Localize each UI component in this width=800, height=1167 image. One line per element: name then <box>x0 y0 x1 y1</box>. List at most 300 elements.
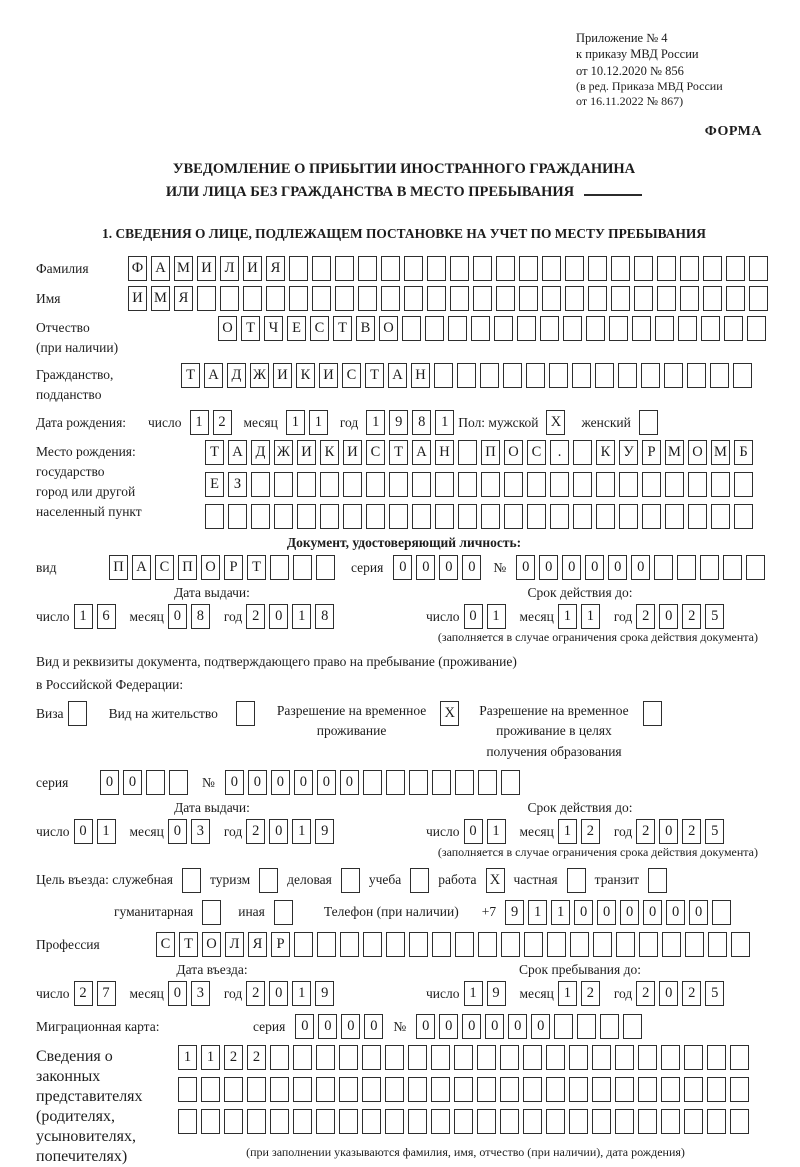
form-cell[interactable]: 2 <box>636 819 655 844</box>
form-cell[interactable] <box>711 504 730 529</box>
form-cell[interactable] <box>680 256 699 281</box>
form-cell[interactable]: Р <box>271 932 290 957</box>
form-cell[interactable] <box>431 1077 450 1102</box>
form-cell[interactable] <box>454 1077 473 1102</box>
form-cell[interactable] <box>596 472 615 497</box>
form-cell[interactable] <box>611 256 630 281</box>
form-cell[interactable] <box>523 1045 542 1070</box>
form-cell[interactable] <box>573 504 592 529</box>
form-cell[interactable] <box>385 1109 404 1134</box>
form-cell[interactable] <box>665 504 684 529</box>
form-cell[interactable] <box>596 504 615 529</box>
form-cell[interactable] <box>684 1077 703 1102</box>
form-cell[interactable] <box>473 286 492 311</box>
form-cell[interactable] <box>547 932 566 957</box>
form-cell[interactable] <box>494 316 513 341</box>
form-cell[interactable] <box>540 316 559 341</box>
form-cell[interactable] <box>146 770 165 795</box>
form-cell[interactable]: 6 <box>97 604 116 629</box>
form-cell[interactable]: И <box>297 440 316 465</box>
form-cell[interactable] <box>632 316 651 341</box>
form-cell[interactable]: О <box>201 555 220 580</box>
form-cell[interactable] <box>616 932 635 957</box>
form-cell[interactable]: 0 <box>659 981 678 1006</box>
form-cell[interactable] <box>570 932 589 957</box>
form-cell[interactable] <box>710 363 729 388</box>
form-cell[interactable]: 2 <box>682 981 701 1006</box>
form-cell[interactable]: А <box>132 555 151 580</box>
form-cell[interactable] <box>431 1109 450 1134</box>
form-cell[interactable]: 0 <box>225 770 244 795</box>
form-cell[interactable]: Н <box>435 440 454 465</box>
form-cell[interactable] <box>427 286 446 311</box>
form-cell[interactable] <box>340 932 359 957</box>
form-cell[interactable] <box>450 286 469 311</box>
form-cell[interactable] <box>707 1109 726 1134</box>
form-cell[interactable]: 0 <box>341 1014 360 1039</box>
form-cell[interactable] <box>642 472 661 497</box>
form-cell[interactable] <box>524 932 543 957</box>
form-cell[interactable]: 0 <box>508 1014 527 1039</box>
form-cell[interactable] <box>366 472 385 497</box>
form-cell[interactable] <box>412 472 431 497</box>
form-cell[interactable] <box>550 504 569 529</box>
form-cell[interactable] <box>726 286 745 311</box>
form-cell[interactable]: 0 <box>562 555 581 580</box>
form-cell[interactable]: А <box>388 363 407 388</box>
form-cell[interactable]: И <box>343 440 362 465</box>
checkbox-purpose-other[interactable] <box>274 900 293 925</box>
checkbox-visa[interactable] <box>68 701 87 726</box>
form-cell[interactable]: Т <box>365 363 384 388</box>
form-cell[interactable] <box>335 286 354 311</box>
form-cell[interactable] <box>434 363 453 388</box>
form-cell[interactable]: С <box>527 440 546 465</box>
form-cell[interactable]: 1 <box>551 900 570 925</box>
form-cell[interactable] <box>712 900 731 925</box>
form-cell[interactable] <box>554 1014 573 1039</box>
form-cell[interactable] <box>339 1109 358 1134</box>
form-cell[interactable] <box>293 555 312 580</box>
form-cell[interactable]: 1 <box>487 604 506 629</box>
form-cell[interactable] <box>385 1045 404 1070</box>
form-cell[interactable]: 1 <box>190 410 209 435</box>
form-cell[interactable] <box>339 1045 358 1070</box>
form-cell[interactable]: 1 <box>309 410 328 435</box>
form-cell[interactable]: Ж <box>274 440 293 465</box>
form-cell[interactable]: С <box>342 363 361 388</box>
form-cell[interactable]: М <box>174 256 193 281</box>
form-cell[interactable] <box>270 555 289 580</box>
form-cell[interactable] <box>711 472 730 497</box>
form-cell[interactable]: 0 <box>643 900 662 925</box>
form-cell[interactable]: 0 <box>295 1014 314 1039</box>
form-cell[interactable]: 0 <box>416 555 435 580</box>
form-cell[interactable] <box>749 286 768 311</box>
form-cell[interactable] <box>661 1077 680 1102</box>
form-cell[interactable]: О <box>379 316 398 341</box>
form-cell[interactable]: 8 <box>412 410 431 435</box>
form-cell[interactable] <box>247 1077 266 1102</box>
checkbox-purpose-study[interactable] <box>410 868 429 893</box>
form-cell[interactable] <box>517 316 536 341</box>
form-cell[interactable] <box>386 932 405 957</box>
checkbox-purpose-official[interactable] <box>182 868 201 893</box>
form-cell[interactable]: И <box>243 256 262 281</box>
form-cell[interactable] <box>665 472 684 497</box>
form-cell[interactable]: 1 <box>581 604 600 629</box>
form-cell[interactable] <box>500 1045 519 1070</box>
form-cell[interactable] <box>573 440 592 465</box>
form-cell[interactable]: 0 <box>620 900 639 925</box>
form-cell[interactable]: 2 <box>246 604 265 629</box>
form-cell[interactable]: 8 <box>191 604 210 629</box>
form-cell[interactable]: 7 <box>97 981 116 1006</box>
form-cell[interactable] <box>480 363 499 388</box>
form-cell[interactable] <box>270 1109 289 1134</box>
form-cell[interactable] <box>408 1045 427 1070</box>
form-cell[interactable] <box>500 1109 519 1134</box>
form-cell[interactable] <box>569 1077 588 1102</box>
form-cell[interactable]: 1 <box>487 819 506 844</box>
form-cell[interactable] <box>654 555 673 580</box>
form-cell[interactable]: 0 <box>516 555 535 580</box>
form-cell[interactable]: И <box>128 286 147 311</box>
form-cell[interactable]: 2 <box>246 819 265 844</box>
form-cell[interactable] <box>593 932 612 957</box>
form-cell[interactable] <box>381 286 400 311</box>
form-cell[interactable] <box>730 1045 749 1070</box>
form-cell[interactable] <box>592 1045 611 1070</box>
form-cell[interactable]: 0 <box>585 555 604 580</box>
checkbox-sex-female[interactable] <box>639 410 658 435</box>
form-cell[interactable] <box>618 363 637 388</box>
form-cell[interactable] <box>703 256 722 281</box>
checkbox-residence-permit[interactable] <box>236 701 255 726</box>
form-cell[interactable] <box>638 1045 657 1070</box>
form-cell[interactable]: 1 <box>286 410 305 435</box>
form-cell[interactable] <box>501 770 520 795</box>
form-cell[interactable]: 5 <box>705 604 724 629</box>
form-cell[interactable]: 2 <box>74 981 93 1006</box>
form-cell[interactable] <box>316 1077 335 1102</box>
form-cell[interactable]: 9 <box>389 410 408 435</box>
form-cell[interactable]: 0 <box>464 819 483 844</box>
form-cell[interactable]: Р <box>642 440 661 465</box>
form-cell[interactable]: 1 <box>558 604 577 629</box>
checkbox-rvp-edu[interactable] <box>643 701 662 726</box>
form-cell[interactable] <box>496 286 515 311</box>
form-cell[interactable] <box>504 472 523 497</box>
form-cell[interactable] <box>339 1077 358 1102</box>
checkbox-purpose-transit[interactable] <box>648 868 667 893</box>
form-cell[interactable] <box>316 1109 335 1134</box>
form-cell[interactable]: 1 <box>292 604 311 629</box>
form-cell[interactable]: 0 <box>416 1014 435 1039</box>
form-cell[interactable]: Д <box>251 440 270 465</box>
checkbox-purpose-tourism[interactable] <box>259 868 278 893</box>
form-cell[interactable]: 0 <box>168 819 187 844</box>
form-cell[interactable]: 2 <box>682 819 701 844</box>
form-cell[interactable]: С <box>155 555 174 580</box>
form-cell[interactable] <box>408 1109 427 1134</box>
form-cell[interactable]: Л <box>225 932 244 957</box>
form-cell[interactable] <box>500 1077 519 1102</box>
form-cell[interactable]: А <box>151 256 170 281</box>
form-cell[interactable] <box>448 316 467 341</box>
form-cell[interactable]: 0 <box>539 555 558 580</box>
form-cell[interactable]: П <box>481 440 500 465</box>
form-cell[interactable] <box>293 1045 312 1070</box>
form-cell[interactable] <box>657 286 676 311</box>
form-cell[interactable] <box>688 472 707 497</box>
form-cell[interactable] <box>519 286 538 311</box>
form-cell[interactable] <box>565 256 584 281</box>
form-cell[interactable] <box>733 363 752 388</box>
form-cell[interactable] <box>478 932 497 957</box>
form-cell[interactable]: 0 <box>248 770 267 795</box>
form-cell[interactable] <box>565 286 584 311</box>
form-cell[interactable]: Т <box>241 316 260 341</box>
form-cell[interactable]: А <box>204 363 223 388</box>
form-cell[interactable]: М <box>665 440 684 465</box>
form-cell[interactable] <box>655 316 674 341</box>
form-cell[interactable]: Ч <box>264 316 283 341</box>
form-cell[interactable] <box>477 1045 496 1070</box>
form-cell[interactable] <box>197 286 216 311</box>
form-cell[interactable]: 0 <box>659 604 678 629</box>
form-cell[interactable]: 1 <box>366 410 385 435</box>
form-cell[interactable]: 0 <box>168 604 187 629</box>
form-cell[interactable]: 0 <box>269 819 288 844</box>
checkbox-purpose-business[interactable] <box>341 868 360 893</box>
form-cell[interactable]: 0 <box>294 770 313 795</box>
form-cell[interactable] <box>450 256 469 281</box>
form-cell[interactable] <box>595 363 614 388</box>
form-cell[interactable] <box>609 316 628 341</box>
form-cell[interactable] <box>471 316 490 341</box>
form-cell[interactable]: Л <box>220 256 239 281</box>
form-cell[interactable] <box>749 256 768 281</box>
form-cell[interactable] <box>366 504 385 529</box>
form-cell[interactable]: И <box>197 256 216 281</box>
form-cell[interactable] <box>455 770 474 795</box>
checkbox-purpose-private[interactable] <box>567 868 586 893</box>
form-cell[interactable]: 2 <box>636 604 655 629</box>
form-cell[interactable] <box>335 256 354 281</box>
form-cell[interactable] <box>478 770 497 795</box>
form-cell[interactable]: 0 <box>462 555 481 580</box>
form-cell[interactable]: Т <box>179 932 198 957</box>
form-cell[interactable]: Т <box>389 440 408 465</box>
form-cell[interactable]: 0 <box>439 555 458 580</box>
form-cell[interactable] <box>402 316 421 341</box>
form-cell[interactable] <box>320 504 339 529</box>
form-cell[interactable] <box>251 504 270 529</box>
form-cell[interactable] <box>664 363 683 388</box>
form-cell[interactable] <box>473 256 492 281</box>
form-cell[interactable]: 9 <box>505 900 524 925</box>
form-cell[interactable] <box>389 504 408 529</box>
form-cell[interactable] <box>684 1045 703 1070</box>
form-cell[interactable]: Е <box>205 472 224 497</box>
form-cell[interactable] <box>661 1045 680 1070</box>
form-cell[interactable] <box>458 504 477 529</box>
form-cell[interactable] <box>316 555 335 580</box>
form-cell[interactable]: 0 <box>531 1014 550 1039</box>
form-cell[interactable]: М <box>151 286 170 311</box>
form-cell[interactable] <box>611 286 630 311</box>
form-cell[interactable] <box>523 1077 542 1102</box>
form-cell[interactable]: Б <box>734 440 753 465</box>
form-cell[interactable]: И <box>319 363 338 388</box>
form-cell[interactable] <box>431 1045 450 1070</box>
form-cell[interactable]: Я <box>266 256 285 281</box>
form-cell[interactable]: 5 <box>705 981 724 1006</box>
form-cell[interactable]: Т <box>181 363 200 388</box>
form-cell[interactable]: 0 <box>631 555 650 580</box>
form-cell[interactable]: 9 <box>315 981 334 1006</box>
form-cell[interactable] <box>747 316 766 341</box>
form-cell[interactable] <box>224 1109 243 1134</box>
form-cell[interactable]: 0 <box>269 981 288 1006</box>
form-cell[interactable] <box>572 363 591 388</box>
form-cell[interactable] <box>642 504 661 529</box>
form-cell[interactable]: 0 <box>168 981 187 1006</box>
form-cell[interactable] <box>638 1077 657 1102</box>
form-cell[interactable]: 2 <box>682 604 701 629</box>
form-cell[interactable] <box>496 256 515 281</box>
form-cell[interactable]: 0 <box>364 1014 383 1039</box>
form-cell[interactable] <box>707 1077 726 1102</box>
form-cell[interactable] <box>731 932 750 957</box>
form-cell[interactable]: 2 <box>247 1045 266 1070</box>
form-cell[interactable] <box>708 932 727 957</box>
form-cell[interactable]: 2 <box>213 410 232 435</box>
form-cell[interactable] <box>178 1077 197 1102</box>
form-cell[interactable] <box>289 286 308 311</box>
form-cell[interactable] <box>169 770 188 795</box>
form-cell[interactable] <box>615 1077 634 1102</box>
form-cell[interactable]: 0 <box>659 819 678 844</box>
form-cell[interactable] <box>243 286 262 311</box>
form-cell[interactable] <box>684 1109 703 1134</box>
form-cell[interactable]: 1 <box>292 819 311 844</box>
form-cell[interactable] <box>726 256 745 281</box>
form-cell[interactable] <box>178 1109 197 1134</box>
form-cell[interactable] <box>270 1077 289 1102</box>
form-cell[interactable] <box>734 472 753 497</box>
form-cell[interactable] <box>289 256 308 281</box>
form-cell[interactable] <box>201 1109 220 1134</box>
form-cell[interactable] <box>527 472 546 497</box>
form-cell[interactable] <box>454 1045 473 1070</box>
form-cell[interactable] <box>297 472 316 497</box>
form-cell[interactable]: 1 <box>74 604 93 629</box>
form-cell[interactable]: К <box>320 440 339 465</box>
form-cell[interactable]: 0 <box>439 1014 458 1039</box>
form-cell[interactable] <box>457 363 476 388</box>
checkbox-sex-male[interactable]: X <box>546 410 565 435</box>
form-cell[interactable] <box>220 286 239 311</box>
form-cell[interactable] <box>546 1077 565 1102</box>
form-cell[interactable] <box>503 363 522 388</box>
form-cell[interactable]: 2 <box>224 1045 243 1070</box>
form-cell[interactable] <box>454 1109 473 1134</box>
form-cell[interactable]: Я <box>248 932 267 957</box>
form-cell[interactable]: 0 <box>666 900 685 925</box>
form-cell[interactable]: Е <box>287 316 306 341</box>
form-cell[interactable]: 1 <box>464 981 483 1006</box>
form-cell[interactable]: Н <box>411 363 430 388</box>
form-cell[interactable] <box>501 932 520 957</box>
form-cell[interactable]: Т <box>247 555 266 580</box>
form-cell[interactable] <box>619 472 638 497</box>
form-cell[interactable] <box>526 363 545 388</box>
form-cell[interactable]: С <box>310 316 329 341</box>
form-cell[interactable] <box>573 472 592 497</box>
form-cell[interactable]: А <box>228 440 247 465</box>
form-cell[interactable] <box>224 1077 243 1102</box>
form-cell[interactable]: О <box>218 316 237 341</box>
form-cell[interactable] <box>316 1045 335 1070</box>
form-cell[interactable]: 0 <box>597 900 616 925</box>
form-cell[interactable]: О <box>202 932 221 957</box>
form-cell[interactable]: 1 <box>435 410 454 435</box>
form-cell[interactable] <box>701 316 720 341</box>
form-cell[interactable] <box>703 286 722 311</box>
form-cell[interactable]: У <box>619 440 638 465</box>
form-cell[interactable] <box>527 504 546 529</box>
form-cell[interactable] <box>600 1014 619 1039</box>
form-cell[interactable] <box>634 256 653 281</box>
form-cell[interactable]: 9 <box>487 981 506 1006</box>
form-cell[interactable] <box>435 472 454 497</box>
form-cell[interactable]: К <box>296 363 315 388</box>
form-cell[interactable] <box>247 1109 266 1134</box>
form-cell[interactable] <box>724 316 743 341</box>
form-cell[interactable]: 0 <box>271 770 290 795</box>
form-cell[interactable] <box>523 1109 542 1134</box>
form-cell[interactable] <box>343 472 362 497</box>
form-cell[interactable] <box>615 1045 634 1070</box>
form-cell[interactable]: Ж <box>250 363 269 388</box>
form-cell[interactable]: К <box>596 440 615 465</box>
form-cell[interactable] <box>274 472 293 497</box>
form-cell[interactable]: 9 <box>315 819 334 844</box>
form-cell[interactable] <box>546 1109 565 1134</box>
form-cell[interactable]: В <box>356 316 375 341</box>
form-cell[interactable] <box>707 1045 726 1070</box>
form-cell[interactable] <box>588 256 607 281</box>
form-cell[interactable] <box>586 316 605 341</box>
form-cell[interactable] <box>678 316 697 341</box>
form-cell[interactable]: 2 <box>581 819 600 844</box>
form-cell[interactable] <box>362 1045 381 1070</box>
form-cell[interactable] <box>550 472 569 497</box>
form-cell[interactable] <box>381 256 400 281</box>
form-cell[interactable] <box>677 555 696 580</box>
form-cell[interactable] <box>481 472 500 497</box>
form-cell[interactable] <box>266 286 285 311</box>
form-cell[interactable] <box>404 286 423 311</box>
form-cell[interactable]: 0 <box>269 604 288 629</box>
form-cell[interactable]: Ф <box>128 256 147 281</box>
form-cell[interactable] <box>634 286 653 311</box>
form-cell[interactable] <box>409 932 428 957</box>
form-cell[interactable] <box>638 1109 657 1134</box>
form-cell[interactable] <box>662 932 681 957</box>
